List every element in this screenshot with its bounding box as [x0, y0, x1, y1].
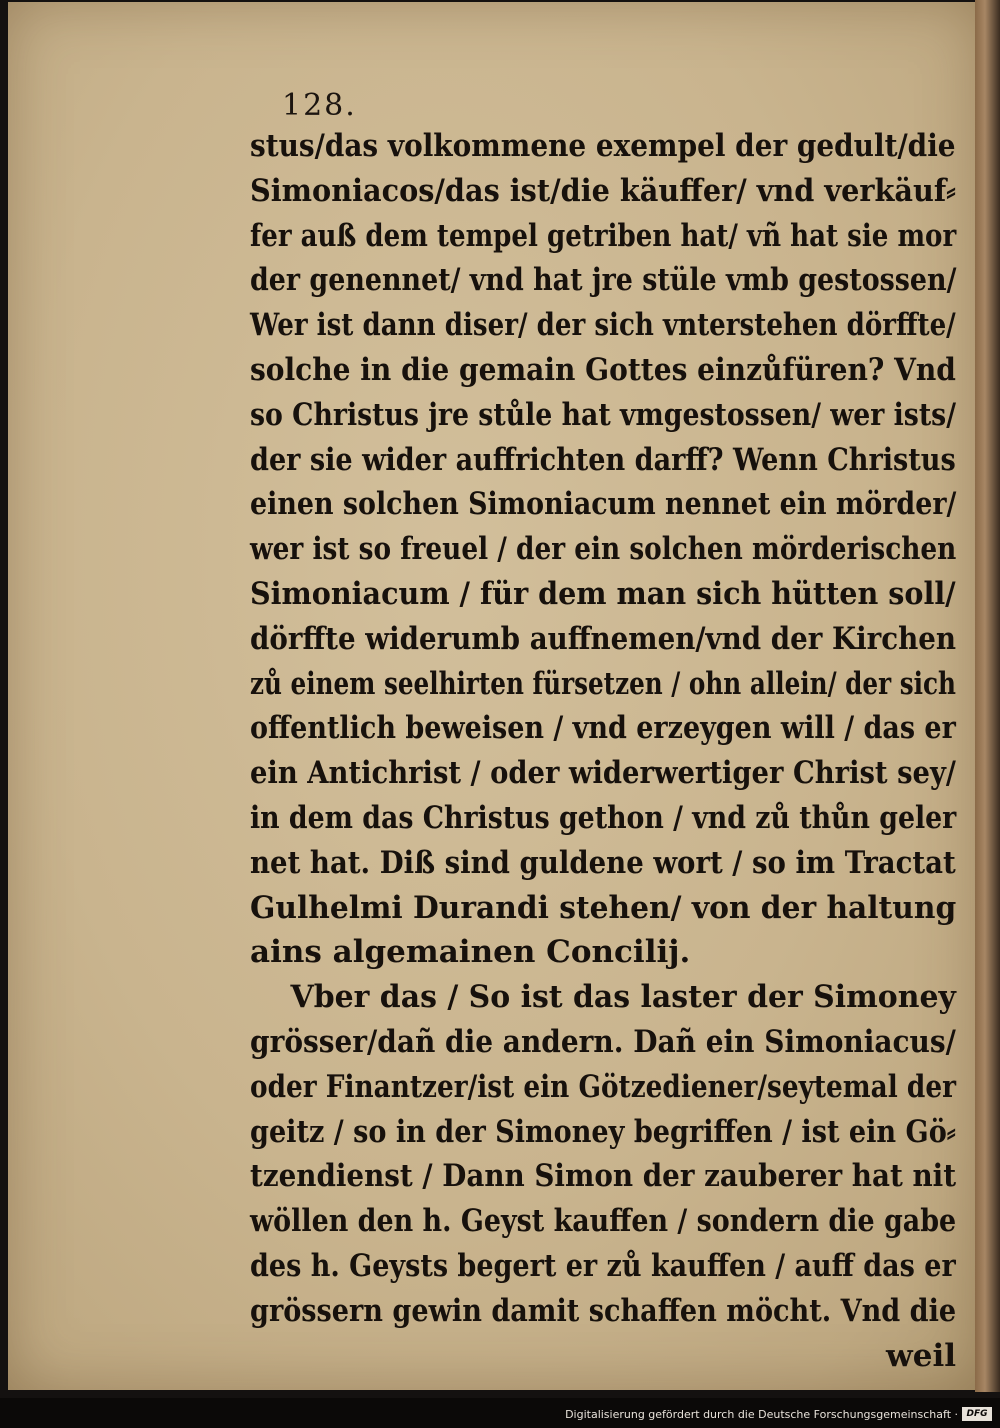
page-text — [250, 124, 956, 1378]
text-line-25: wöllen den h. Geyst kauffen / sondern die gabe — [250, 1203, 957, 1240]
text-line-11: Simoniacum / für dem man sich hütten soll/ — [250, 575, 956, 612]
text-line-15: ein Antichrist / oder widerwertiger Christ sey/ — [250, 755, 956, 792]
text-line-23: geitz / so in der Simoney begriffen / ist ein Gö⸗ — [250, 1113, 956, 1150]
text-line-21: grösser/dañ die andern. Dañ ein Simoniacus/ — [250, 1023, 956, 1060]
text-line-16: in dem das Christus gethon / vnd zů thůn geler — [250, 799, 957, 836]
text-line-7: so Christus jre stůle hat vmgestossen/ wer ists/ — [250, 396, 956, 433]
text-line-14: offentlich beweisen / vnd erzeygen will / das er — [250, 710, 956, 747]
text-line-4: der genennet/ vnd hat jre stüle vmb gestossen/ — [250, 262, 957, 299]
text-line-24: tzendienst / Dann Simon der zauberer hat nit — [250, 1158, 957, 1195]
footer-credit: Digitalisierung gefördert durch die Deutsche Forschungsgemeinschaft · — [565, 1408, 958, 1421]
text-line-20: Vber das / So ist das laster der Simoney — [290, 979, 956, 1016]
text-line-13: zů einem seelhirten fürsetzen / ohn allein/ der sich — [250, 665, 956, 702]
text-line-18: Gulhelmi Durandi stehen/ von der haltung — [250, 889, 957, 926]
dfg-logo-icon: DFG — [962, 1407, 992, 1421]
text-line-9: einen solchen Simoniacum nennet ein mörder/ — [250, 486, 957, 523]
text-line-5: Wer ist dann diser/ der sich vnterstehen dörffte/ — [250, 307, 956, 344]
page-number: 128. — [282, 88, 357, 123]
text-line-22: oder Finantzer/ist ein Götzediener/seytemal der — [250, 1068, 956, 1105]
text-line-10: wer ist so freuel / der ein solchen mörderischen — [250, 531, 957, 568]
text-line-12: dörffte widerumb auffnemen/vnd der Kirchen — [250, 620, 956, 657]
text-line-1: stus/das volkommene exempel der gedult/die — [250, 128, 956, 164]
text-line-17: net hat. Diß sind guldene wort / so im Tractat — [250, 844, 956, 881]
text-line-3: fer auß dem tempel getriben hat/ vñ hat sie mor — [250, 217, 957, 254]
page-edge — [975, 0, 1000, 1392]
text-line-6: solche in die gemain Gottes einzůfüren? Vnd — [250, 351, 956, 388]
text-line-2: Simoniacos/das ist/die käuffer/ vnd verkäuf⸗ — [250, 172, 956, 209]
text-line-27: grössern gewin damit schaffen möcht. Vnd die — [250, 1292, 957, 1329]
catchword: weil — [886, 1337, 956, 1374]
text-line-19: ains algemainen Concilij. — [250, 934, 691, 971]
text-line-8: der sie wider auffrichten darff? Wenn Christus — [250, 441, 956, 478]
text-line-26: des h. Geysts begert er zů kauffen / auff das er — [250, 1247, 956, 1284]
